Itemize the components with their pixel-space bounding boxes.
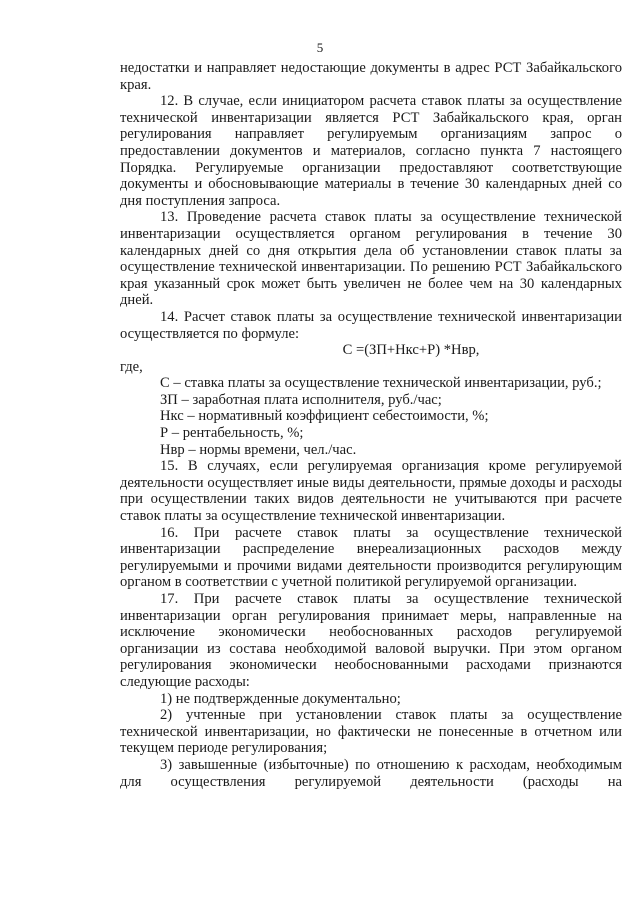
definition-r: Р – рентабельность, %; (160, 425, 304, 442)
paragraph-13: 13. Проведение расчета ставок платы за осуществление технической инвентаризации осуществляется органом регулирования в течение 30 календарных дней со дня открытия дела об установлении ставок платы за осуществление технической инвентаризации. По решению РСТ Забайкальского края указанный срок может быть увеличен не более чем на 30 календарных дней. (120, 209, 622, 309)
paragraph-15: 15. В случаях, если регулируемая организация кроме регулируемой деятельности осуществляет иные виды деятельности, прямые доходы и расходы при осуществлении таких видов деятельности не учитываются при расчете ставок платы за осуществление технической инвентаризации. (120, 458, 622, 525)
list-item-2: 2) учтенные при установлении ставок платы за осуществление технической инвентаризации, но фактически не понесенные в отчетном или текущем периоде регулирования; (120, 707, 622, 757)
list-item-3: 3) завышенные (избыточные) по отношению к расходам, необходимым для осуществления регулируемой деятельности (расходы на (120, 756, 622, 790)
paragraph-16: 16. При расчете ставок платы за осуществление технической инвентаризации распределение внереализационных расходов между регулируемыми и прочими видами деятельности производится регулирующим органом в соответствии с учетной политикой регулируемой организации. (120, 524, 622, 591)
list-item-1: 1) не подтвержденные документально; (160, 690, 401, 707)
definition-c: С – ставка платы за осуществление технической инвентаризации, руб.; (160, 375, 602, 392)
definition-nvr: Нвр – нормы времени, чел./час. (160, 441, 357, 458)
where-label: где, (120, 358, 143, 375)
paragraph-17: 17. При расчете ставок платы за осуществление технической инвентаризации орган регулирования принимает меры, направленные на исключение экономически необоснованных расходов регулируемой организации из состава необходимой валовой выручки. При этом органом регулирования экономически необоснованными расходами признаются следующие расходы: (120, 591, 622, 690)
definition-nks: Нкс – нормативный коэффициент себестоимости, %; (160, 408, 489, 425)
formula: С =(ЗП+Нкс+Р) *Нвр, (342, 342, 480, 359)
paragraph-continuation: недостатки и направляет недостающие документы в адрес РСТ Забайкальского края. (120, 60, 622, 93)
document-body (120, 60, 622, 790)
paragraph-12: 12. В случае, если инициатором расчета ставок платы за осуществление технической инвентаризации является РСТ Забайкальского края, орган регулирования направляет регулируемым организациям запрос о предоставлении документов и материалов, согласно пункта 7 настоящего Порядка. Регулируемые организации предоставляют соответствующие документы и обосновывающие материалы в течение 30 календарных дней со дня поступления запроса. (120, 93, 622, 209)
paragraph-14: 14. Расчет ставок платы за осуществление технической инвентаризации осуществляется по формуле: (120, 308, 622, 342)
definition-zp: ЗП – заработная плата исполнителя, руб./час; (160, 391, 442, 408)
page-number: 5 (316, 40, 324, 55)
